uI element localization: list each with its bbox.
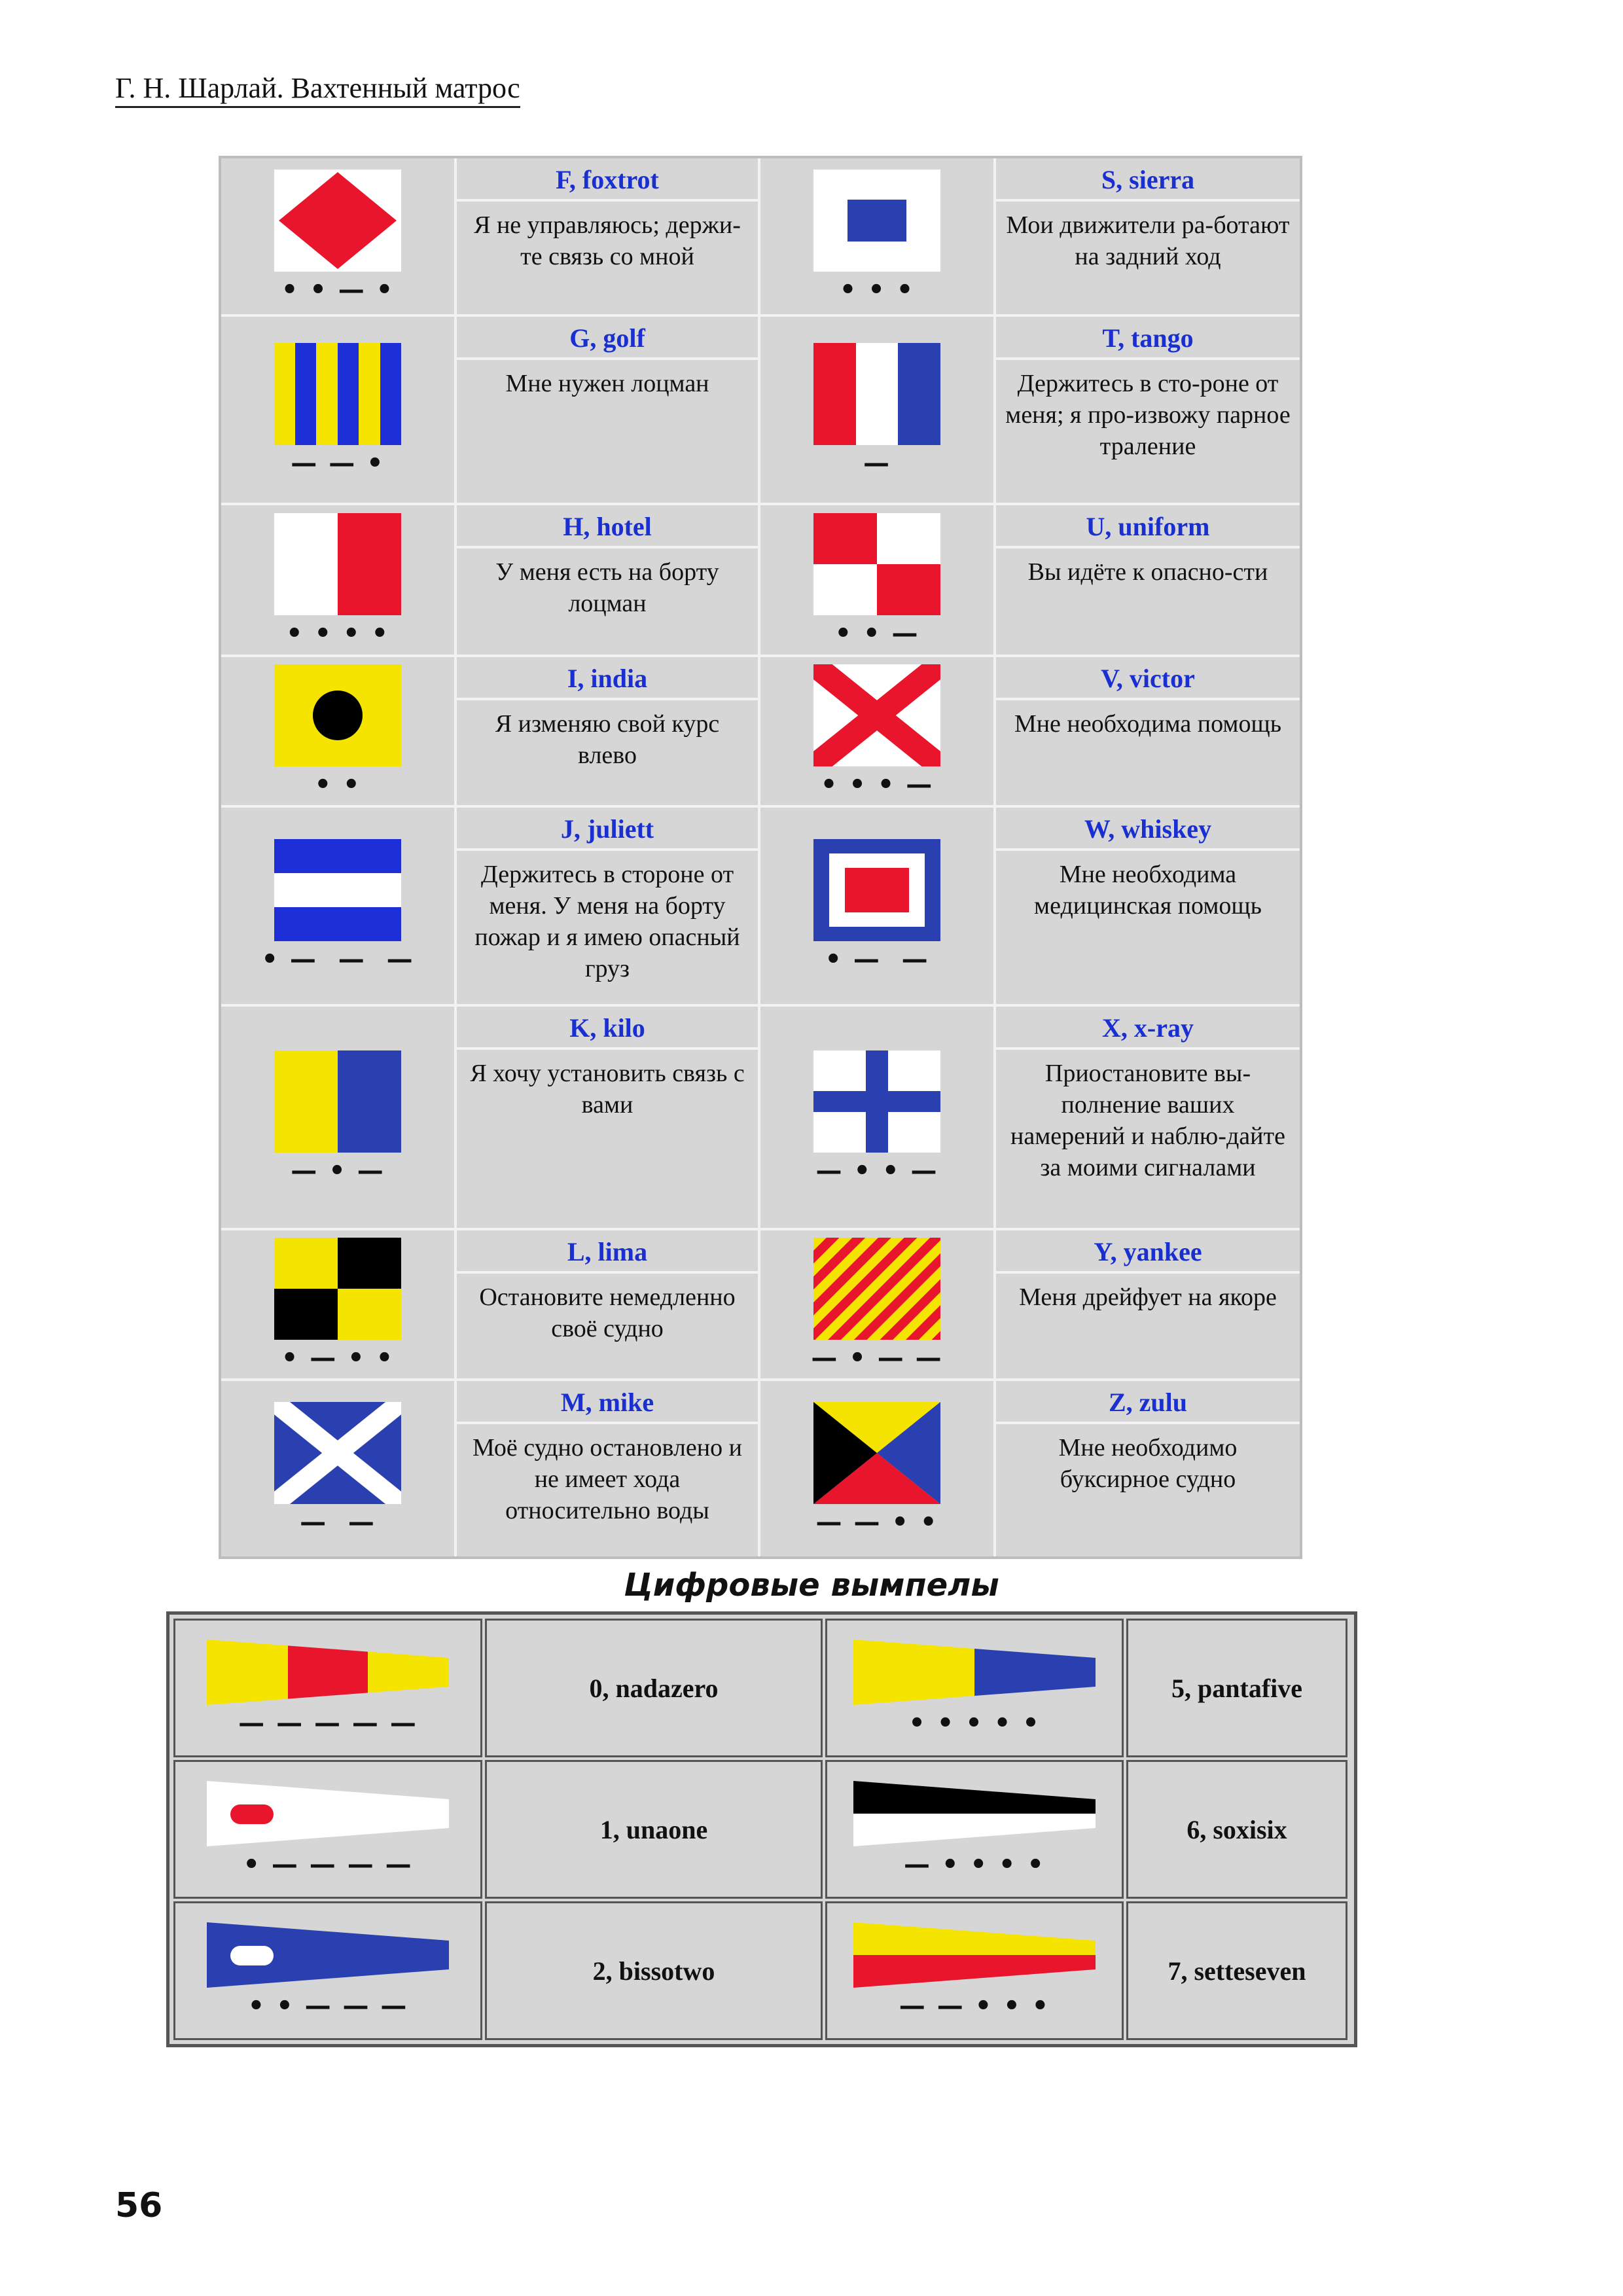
morse-code: • • •: [839, 275, 915, 305]
morse-code: • • —: [834, 619, 919, 649]
flag-name: Z, zulu: [996, 1381, 1300, 1424]
pennant-name: 2, bissotwo: [485, 1901, 823, 2040]
flag-row: [221, 808, 1300, 1007]
flag-meaning: Приостановите вы-полнение ваших намерений и наблю-дайте за моими сигналами: [1010, 1060, 1285, 1181]
flag-name: W, whiskey: [996, 808, 1300, 851]
morse-code: • • • •: [285, 619, 390, 649]
flag-cell-juliett: [221, 808, 457, 1004]
flag-cell-lima: [221, 1230, 457, 1378]
flag-description: [457, 808, 760, 1004]
morse-code: • — —: [825, 944, 929, 975]
flag-description: [457, 317, 760, 503]
pennants-title: Цифровые вымпелы: [624, 1567, 999, 1604]
flag-row: [221, 1381, 1300, 1556]
flag-victor-icon: [813, 664, 940, 766]
morse-code: — — • •: [815, 1507, 938, 1537]
flag-meaning: Меня дрейфует на якоре: [1019, 1283, 1277, 1311]
flag-meaning: Моё судно остановлено и не имеет хода относительно воды: [473, 1434, 742, 1524]
flag-description: [996, 1007, 1300, 1228]
flag-meaning: Я хочу установить связь с вами: [470, 1060, 745, 1119]
flag-description: [996, 1230, 1300, 1378]
flag-meaning: Мне необходима помощь: [1014, 710, 1282, 738]
flag-meaning: Держитесь в стороне от меня. У меня на борту пожар и я имею опасный груз: [474, 861, 740, 982]
morse-code: • — • •: [281, 1343, 395, 1373]
morse-code: • •: [314, 770, 361, 800]
numeral-pennants-table: [166, 1611, 1357, 2047]
pennant-one-icon: [207, 1781, 449, 1846]
flag-foxtrot-icon: [274, 170, 401, 272]
pennant-image-cell: [825, 1901, 1124, 2040]
flag-description: [457, 657, 760, 805]
flag-description: [457, 1007, 760, 1228]
pennant-seven-icon: [853, 1922, 1096, 1988]
pennant-image-cell: [173, 1901, 482, 2040]
flag-xray-icon: [813, 1050, 940, 1153]
morse-code: — — •: [291, 448, 385, 478]
pennant-name: 1, unaone: [485, 1760, 823, 1899]
flag-name: H, hotel: [457, 505, 758, 548]
flag-description: [457, 505, 760, 655]
flag-golf-icon: [274, 343, 401, 445]
pennant-two-icon: [207, 1922, 449, 1988]
morse-code: — • • —: [815, 1156, 938, 1186]
pennant-name: 5, pantafive: [1126, 1619, 1347, 1757]
flag-cell-sierra: [760, 158, 996, 314]
flag-name: L, lima: [457, 1230, 758, 1274]
pennant-image-cell: [825, 1760, 1124, 1899]
morse-code: • • — — —: [247, 1991, 408, 2021]
pennant-row: [173, 1760, 1350, 1899]
morse-code: • • • • •: [908, 1708, 1041, 1738]
flag-cell-mike: [221, 1381, 457, 1556]
pennant-five-icon: [853, 1640, 1096, 1705]
flag-cell-uniform: [760, 505, 996, 655]
flag-description: [457, 1230, 760, 1378]
flag-juliett-icon: [274, 839, 401, 941]
flag-row: [221, 1230, 1300, 1381]
flag-row: [221, 1007, 1300, 1230]
flag-description: [996, 317, 1300, 503]
flag-name: G, golf: [457, 317, 758, 360]
flag-meaning: Держитесь в сто-роне от меня; я про-извожу парное траление: [1005, 370, 1291, 460]
flag-kilo-icon: [274, 1050, 401, 1153]
flag-name: U, uniform: [996, 505, 1300, 548]
morse-code: — • • • •: [904, 1850, 1045, 1880]
flag-meaning: Мои движители ра-ботают на задний ход: [1006, 211, 1290, 270]
flag-cell-whiskey: [760, 808, 996, 1004]
flag-cell-golf: [221, 317, 457, 503]
pennant-zero-icon: [207, 1640, 449, 1705]
flag-cell-tango: [760, 317, 996, 503]
flag-row: [221, 505, 1300, 657]
flag-description: [996, 1381, 1300, 1556]
flag-yankee-icon: [813, 1238, 940, 1340]
flag-tango-icon: [813, 343, 940, 445]
pennant-six-icon: [853, 1781, 1096, 1846]
pennant-name: 6, soxisix: [1126, 1760, 1347, 1899]
pennant-row: [173, 1619, 1350, 1757]
flag-name: X, x-ray: [996, 1007, 1300, 1050]
morse-code: • — — —: [261, 944, 414, 975]
flag-cell-victor: [760, 657, 996, 805]
flag-description: [457, 158, 760, 314]
flag-meaning: Вы идёте к опасно-сти: [1027, 558, 1268, 586]
flag-meaning: Мне нужен лоцман: [505, 370, 709, 397]
morse-code: — —: [300, 1507, 376, 1537]
page-number: 56: [115, 2186, 163, 2225]
flag-cell-yankee: [760, 1230, 996, 1378]
morse-code: — — • • •: [899, 1991, 1050, 2021]
flag-cell-xray: [760, 1007, 996, 1228]
flag-meaning: Я изменяю свой курс влево: [495, 710, 720, 769]
flag-description: [996, 657, 1300, 805]
pennant-image-cell: [173, 1760, 482, 1899]
flag-description: [457, 1381, 760, 1556]
flag-row: [221, 657, 1300, 808]
morse-code: — — — — —: [238, 1708, 418, 1738]
signal-flags-table: [219, 156, 1302, 1559]
flag-meaning: У меня есть на борту лоцман: [495, 558, 719, 617]
flag-description: [996, 808, 1300, 1004]
morse-code: • — — — —: [243, 1850, 413, 1880]
flag-zulu-icon: [813, 1402, 940, 1504]
flag-meaning: Мне необходима медицинская помощь: [1034, 861, 1262, 920]
flag-meaning: Мне необходимо буксирное судно: [1058, 1434, 1238, 1493]
flag-name: S, sierra: [996, 158, 1300, 202]
pennant-row: [173, 1901, 1350, 2040]
flag-hotel-icon: [274, 513, 401, 615]
morse-code: • • • —: [820, 770, 934, 800]
flag-sierra-icon: [813, 170, 940, 272]
flag-name: F, foxtrot: [457, 158, 758, 202]
flag-name: T, tango: [996, 317, 1300, 360]
flag-india-icon: [274, 664, 401, 766]
morse-code: —: [863, 448, 891, 478]
flag-uniform-icon: [813, 513, 940, 615]
flag-cell-hotel: [221, 505, 457, 655]
flag-cell-india: [221, 657, 457, 805]
running-title: Г. Н. Шарлай. Вахтенный матрос: [115, 72, 520, 108]
flag-name: M, mike: [457, 1381, 758, 1424]
pennant-image-cell: [173, 1619, 482, 1757]
flag-cell-foxtrot: [221, 158, 457, 314]
morse-code: — • —: [291, 1156, 385, 1186]
flag-name: I, india: [457, 657, 758, 700]
flag-cell-zulu: [760, 1381, 996, 1556]
morse-code: • • — •: [281, 275, 395, 305]
pennant-image-cell: [825, 1619, 1124, 1757]
flag-name: J, juliett: [457, 808, 758, 851]
flag-name: Y, yankee: [996, 1230, 1300, 1274]
flag-row: [221, 158, 1300, 317]
flag-whiskey-icon: [813, 839, 940, 941]
flag-name: K, kilo: [457, 1007, 758, 1050]
flag-description: [996, 158, 1300, 314]
morse-code: — • — —: [811, 1343, 943, 1373]
flag-cell-kilo: [221, 1007, 457, 1228]
flag-name: V, victor: [996, 657, 1300, 700]
pennant-name: 0, nadazero: [485, 1619, 823, 1757]
flag-lima-icon: [274, 1238, 401, 1340]
flag-row: [221, 317, 1300, 505]
pennant-name: 7, setteseven: [1126, 1901, 1347, 2040]
flag-description: [996, 505, 1300, 655]
flag-meaning: Я не управляюсь; держи-те связь со мной: [474, 211, 741, 270]
flag-mike-icon: [274, 1402, 401, 1504]
flag-meaning: Остановите немедленно своё судно: [479, 1283, 736, 1342]
